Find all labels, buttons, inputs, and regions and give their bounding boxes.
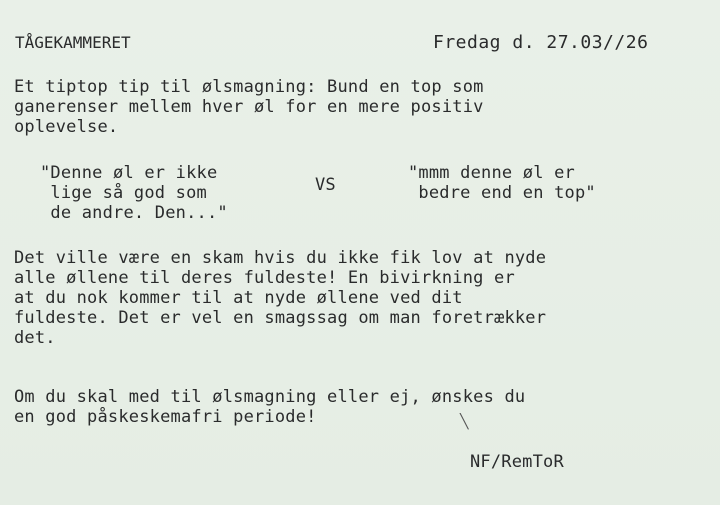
vs-label: VS [315, 175, 336, 195]
quote-right: "mmm denne øl er bedre end en top" [408, 163, 596, 203]
quote-left: "Denne øl er ikke lige så god som de andre. Den..." [40, 163, 228, 223]
closing-paragraph: Om du skal med til ølsmagning eller ej, ønskes du en god påskeskemafri periode! [14, 387, 526, 427]
org-name: TÅGEKAMMERET [15, 33, 131, 52]
signature: NF/RemToR [470, 452, 564, 472]
intro-paragraph: Et tiptop tip til ølsmagning: Bund en top som ganerenser mellem hver øl for en mere positiv oplevelse. [14, 77, 484, 137]
pen-mark-icon: ╲ [460, 414, 469, 430]
body-paragraph: Det ville være en skam hvis du ikke fik lov at nyde alle øllene til deres fuldeste! En bivirkning er at du nok kommer til at nyde øllene ved dit fuldeste. Det er vel en smagssag om man foretrækker det. [14, 248, 547, 348]
date-line: Fredag d. 27.03//26 [433, 32, 649, 53]
